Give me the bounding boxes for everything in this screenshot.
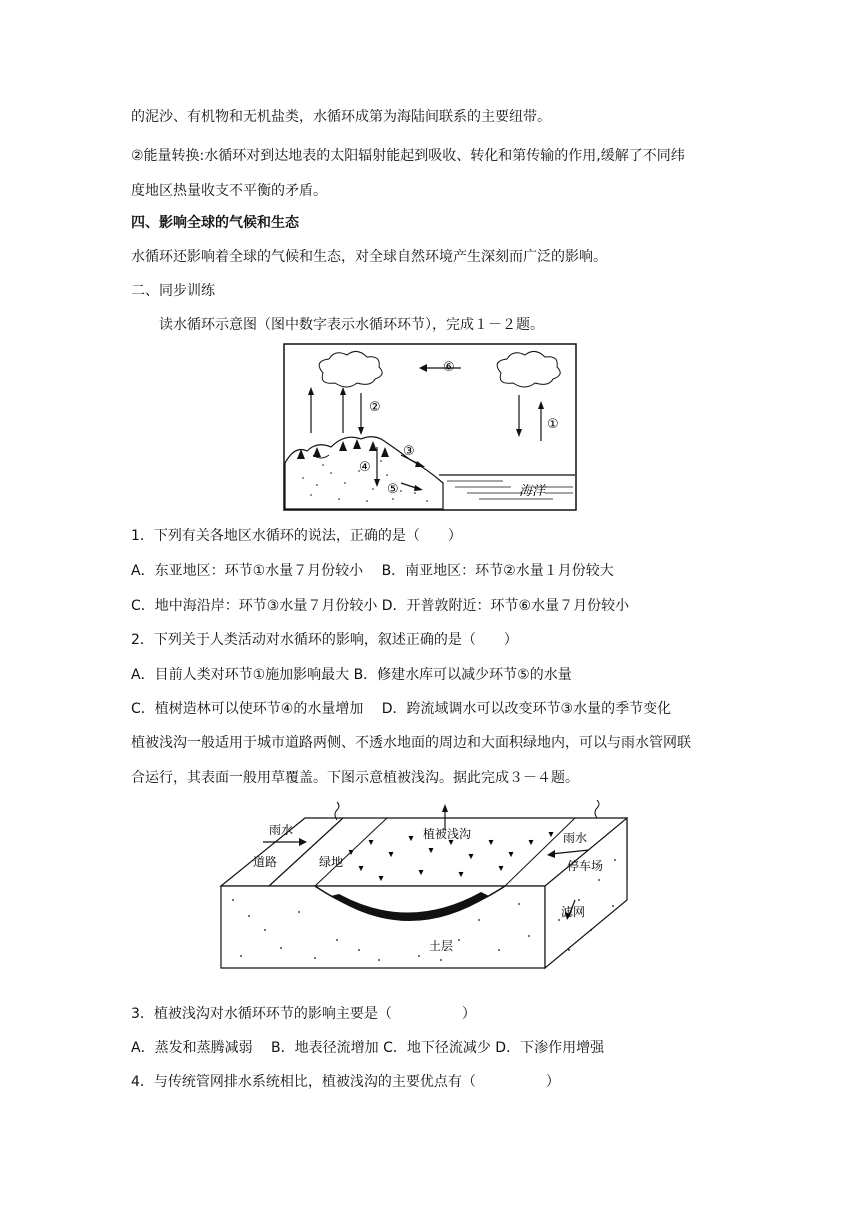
label-sea: 海洋 [519,484,546,499]
text-line: 度地区热量收支不平衡的矛盾。 [131,183,327,199]
label-one: ① [547,417,559,432]
label-soil: 土层 [429,939,454,953]
question-1: 1．下列有关各地区水循环的说法，正确的是（ ） [131,528,462,544]
text-line: 植被浅沟一般适用于城市道路两侧、不透水地面的周边和大面积绿地内，可以与雨水管网联 [131,735,691,751]
text-line: ②能量转换:水循环对到达地表的太阳辐射能起到吸收、转化和第传输的作用,缓解了不同纬 [131,148,685,164]
label-rain-right: 雨水 [563,831,588,845]
water-cycle-diagram [283,343,577,511]
question-4: 4．与传统管网排水系统相比，植被浅沟的主要优点有（ ） [131,1074,560,1090]
label-two: ② [369,400,381,415]
label-three: ③ [403,444,415,459]
text-line: 的泥沙、有机物和无机盐类，水循环成第为海陆间联系的主要纽带。 [131,109,551,125]
label-five: ⑤ [387,482,399,497]
label-parking: 停车场 [567,859,604,873]
label-green: 绿地 [319,855,344,869]
section-heading: 四、影响全球的气候和生态 [131,215,299,231]
question-3: 3．植被浅沟对水循环环节的影响主要是（ ） [131,1006,476,1022]
question-intro: 读水循环示意图（图中数字表示水循环环节），完成１－２题。 [159,317,544,333]
label-road: 道路 [253,855,278,869]
label-filter: 滤网 [561,905,586,919]
label-swale: 植被浅沟 [423,827,472,841]
text-line: 水循环还影响着全球的气候和生态，对全球自然环境产生深刻而广泛的影响。 [131,249,607,265]
question-3-options: A．蒸发和蒸腾减弱 B．地表径流增加 C．地下径流减少 D．下渗作用增强 [131,1040,605,1056]
question-1-options-cd: C．地中海沿岸：环节③水量７月份较小 D．开普敦附近：环节⑥水量７月份较小 [131,598,630,614]
label-six: ⑥ [443,360,455,375]
question-2-options-cd: C．植树造林可以使环节④的水量增加 D．跨流域调水可以改变环节③水量的季节变化 [131,701,672,717]
question-2: 2．下列关于人类活动对水循环的影响，叙述正确的是（ ） [131,632,518,648]
text-line: 合运行，其表面一般用草覆盖。下图示意植被浅沟。据此完成３－４题。 [131,770,579,786]
section-heading: 二、同步训练 [131,283,215,299]
label-rain-left: 雨水 [269,823,294,837]
label-four: ④ [359,460,371,475]
question-1-options-ab: A．东亚地区：环节①水量７月份较小 B．南亚地区：环节②水量１月份较大 [131,563,614,579]
question-2-options-ab: A．目前人类对环节①施加影响最大 B．修建水库可以减少环节⑤的水量 [131,667,572,683]
vegetated-swale-diagram [219,800,639,970]
